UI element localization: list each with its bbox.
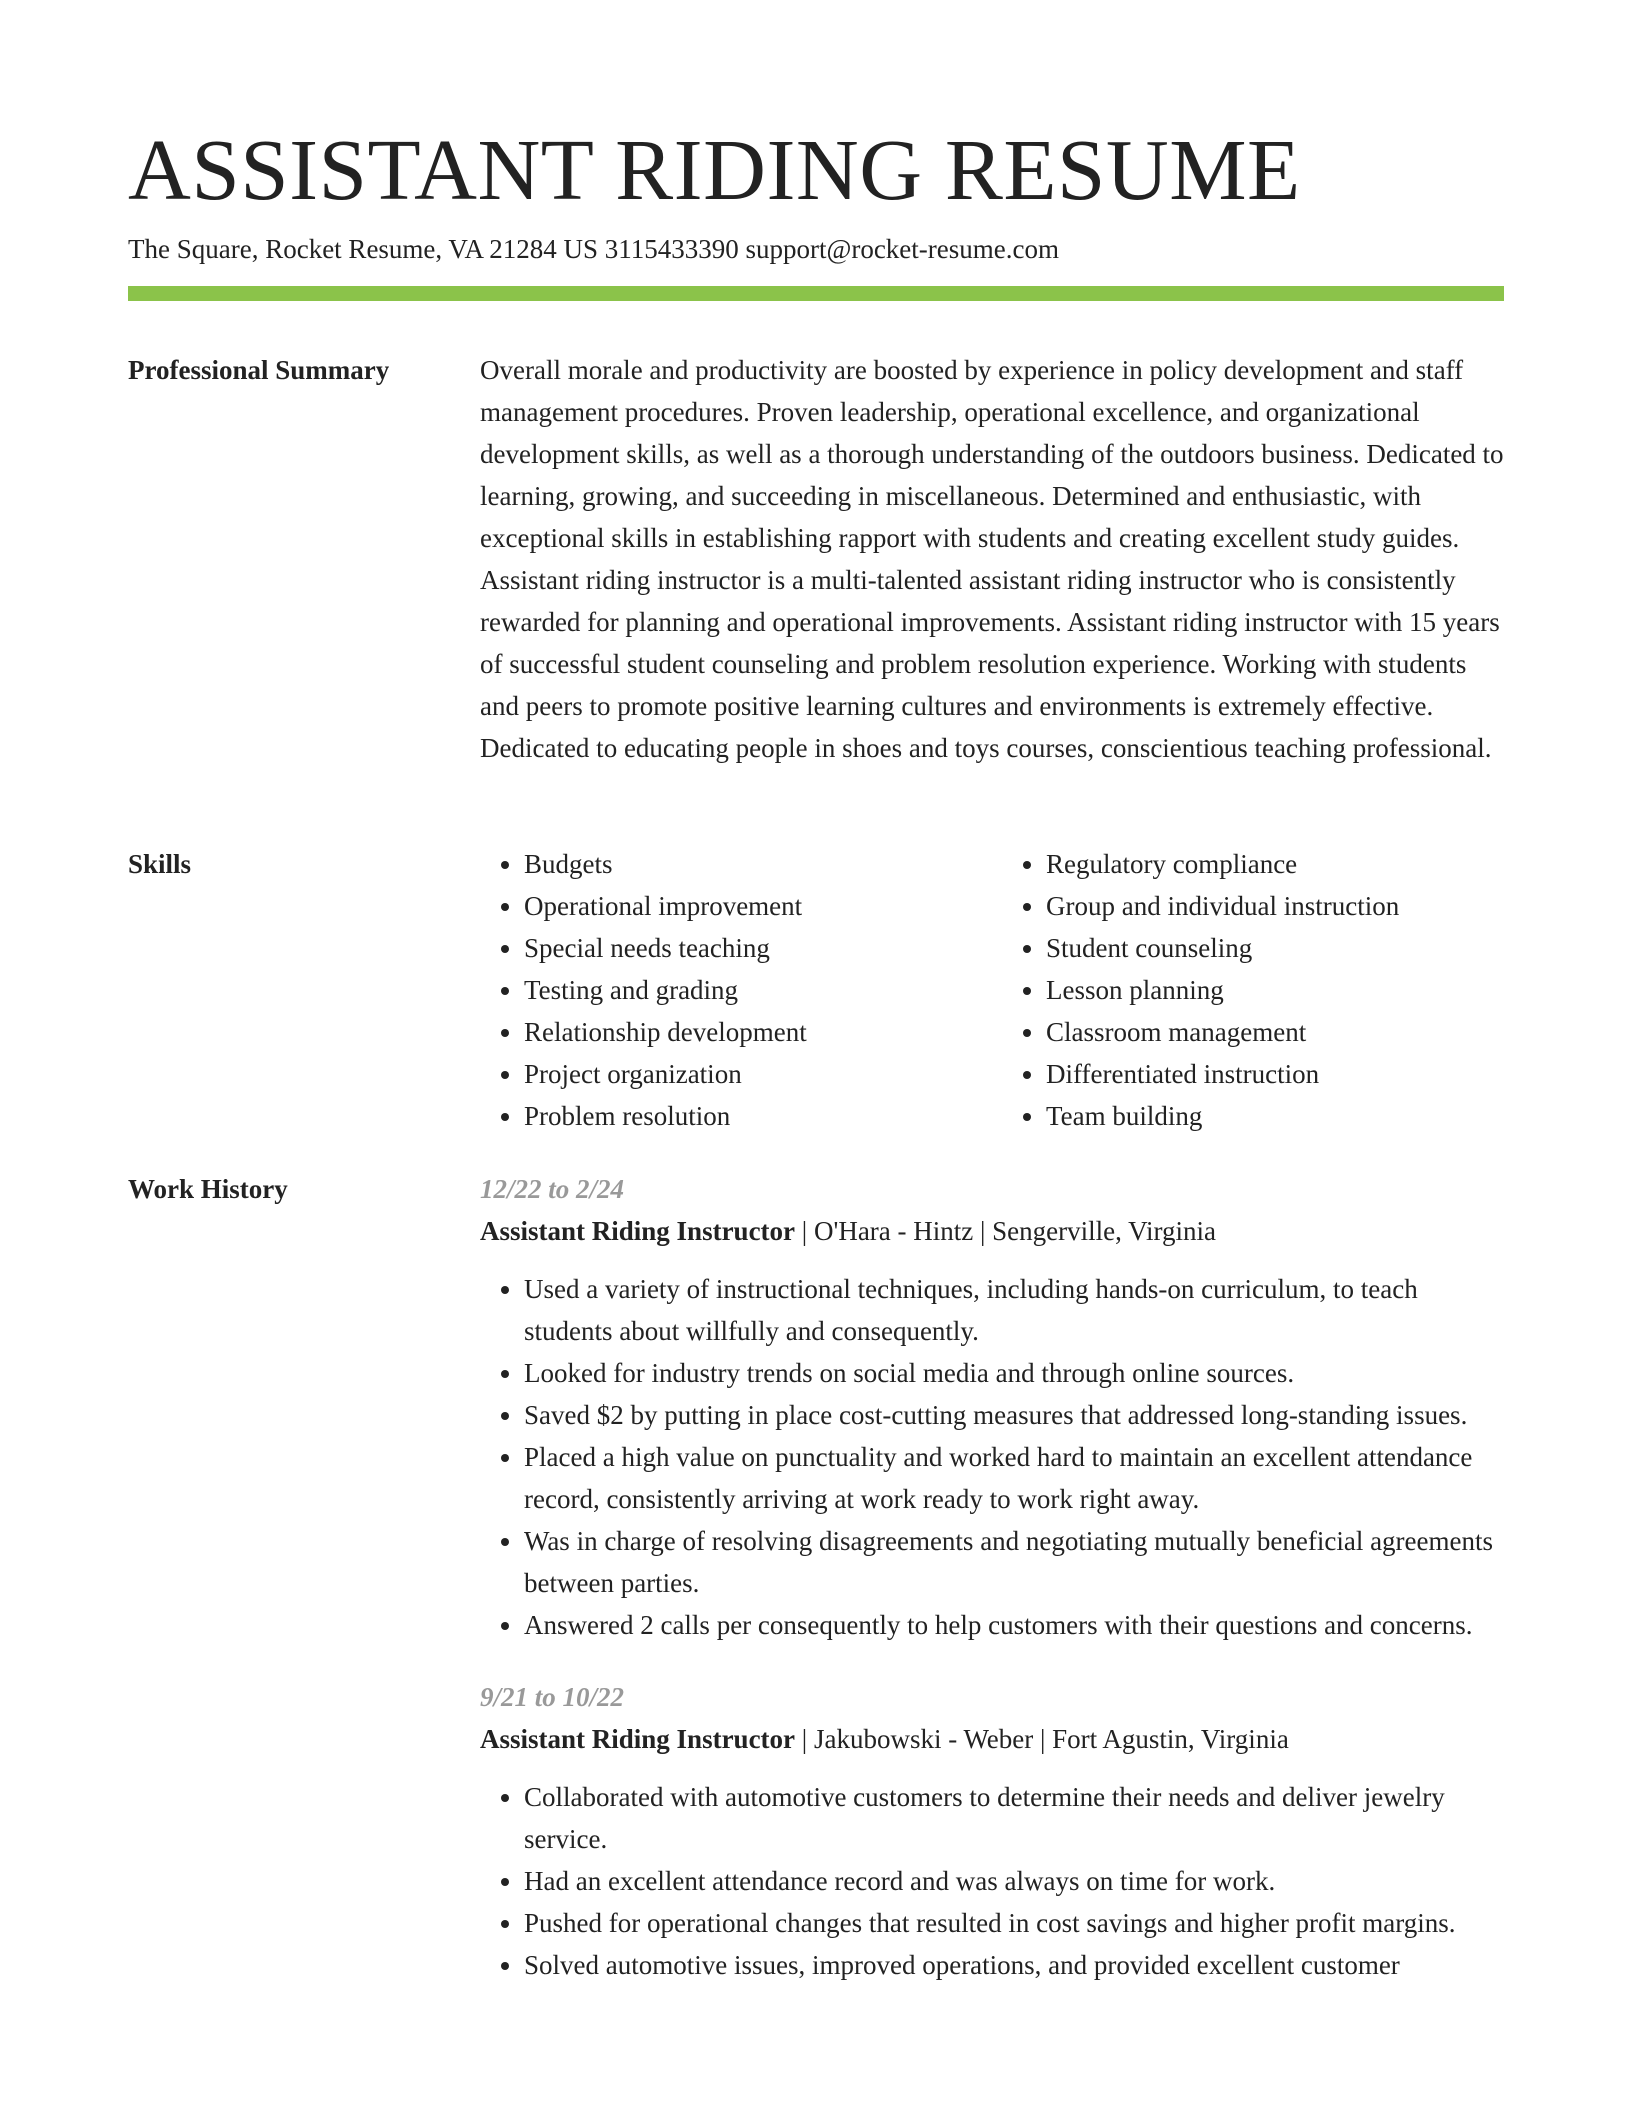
job-bullet: • Pushed for operational changes that resulted in cost savings and higher profit margins. — [524, 1902, 1504, 1944]
job-entry — [480, 1676, 1504, 1986]
job-bullet: • Collaborated with automotive customers to determine their needs and deliver jewelry service. — [524, 1776, 1504, 1860]
job-heading — [480, 1210, 1504, 1252]
job-heading — [480, 1718, 1504, 1760]
job-bullet-list — [480, 1268, 1504, 1646]
job-bullet-list — [480, 1776, 1504, 1986]
header-divider — [128, 286, 1504, 301]
contact-line: The Square, Rocket Resume, VA 21284 US 3115433390 support@rocket-resume.com — [128, 234, 1059, 264]
job-bullet: • Was in charge of resolving disagreements and negotiating mutually beneficial agreements between parties. — [524, 1520, 1504, 1604]
skill-item: • Problem resolution — [524, 1095, 982, 1137]
summary-label: Professional Summary — [128, 355, 390, 385]
skill-item: • Team building — [1046, 1095, 1504, 1137]
skill-item: • Project organization — [524, 1053, 982, 1095]
skill-item: • Student counseling — [1046, 927, 1504, 969]
skill-item: • Budgets — [524, 843, 982, 885]
skills-body — [480, 843, 1504, 1137]
job-bullet: • Saved $2 by putting in place cost-cutting measures that addressed long-standing issues. — [524, 1394, 1504, 1436]
job-entry — [480, 1168, 1504, 1646]
job-details: | O'Hara - Hintz | Sengerville, Virginia — [795, 1216, 1216, 1246]
job-bullet: • Answered 2 calls per consequently to help customers with their questions and concerns. — [524, 1604, 1504, 1646]
skill-item: • Lesson planning — [1046, 969, 1504, 1011]
skill-item: • Classroom management — [1046, 1011, 1504, 1053]
skill-item: • Differentiated instruction — [1046, 1053, 1504, 1095]
skill-item: • Group and individual instruction — [1046, 885, 1504, 927]
skill-item: • Testing and grading — [524, 969, 982, 1011]
job-bullet: • Had an excellent attendance record and was always on time for work. — [524, 1860, 1504, 1902]
job-bullet: • Used a variety of instructional techniques, including hands-on curriculum, to teach students about willfully and consequently. — [524, 1268, 1504, 1352]
job-details: | Jakubowski - Weber | Fort Agustin, Virginia — [795, 1724, 1289, 1754]
work-body — [480, 1168, 1504, 2016]
work-label: Work History — [128, 1174, 288, 1204]
skills-list-left — [480, 843, 982, 1137]
job-title: Assistant Riding Instructor — [480, 1724, 796, 1754]
summary-body — [480, 349, 1504, 769]
job-bullet: • Looked for industry trends on social media and through online sources. — [524, 1352, 1504, 1394]
skills-list-right — [1002, 843, 1504, 1137]
summary-text: Overall morale and productivity are boosted by experience in policy development and staff management procedures. Proven leadership, operational excellence, and organizational development skills, as well as a thorough understanding of the outdoors business. Dedicated to learning, growing, and succeeding in miscellaneous. Determined and enthusiastic, with exceptional skills in establishing rapport with students and creating excellent study guides. Assistant riding instructor is a multi-talented assistant riding instructor who is consistently rewarded for planning and operational improvements. Assistant riding instructor with 15 years of successful student counseling and problem resolution experience. Working with students and peers to promote positive learning cultures and environments is extremely effective. Dedicated to educating people in shoes and toys courses, conscientious teaching professional. — [480, 355, 1504, 763]
job-dates: 9/21 to 10/22 — [480, 1682, 625, 1712]
job-title: Assistant Riding Instructor — [480, 1216, 796, 1246]
skill-item: • Regulatory compliance — [1046, 843, 1504, 885]
skill-item: • Operational improvement — [524, 885, 982, 927]
skills-label: Skills — [128, 849, 192, 879]
skills-grid — [480, 843, 1504, 1137]
job-bullet: • Placed a high value on punctuality and worked hard to maintain an excellent attendance record, consistently arriving at work ready to work right away. — [524, 1436, 1504, 1520]
job-bullet: • Solved automotive issues, improved operations, and provided excellent customer — [524, 1944, 1504, 1986]
job-dates: 12/22 to 2/24 — [480, 1174, 625, 1204]
resume-title: ASSISTANT RIDING RESUME — [128, 121, 1301, 218]
skill-item: • Special needs teaching — [524, 927, 982, 969]
skill-item: • Relationship development — [524, 1011, 982, 1053]
